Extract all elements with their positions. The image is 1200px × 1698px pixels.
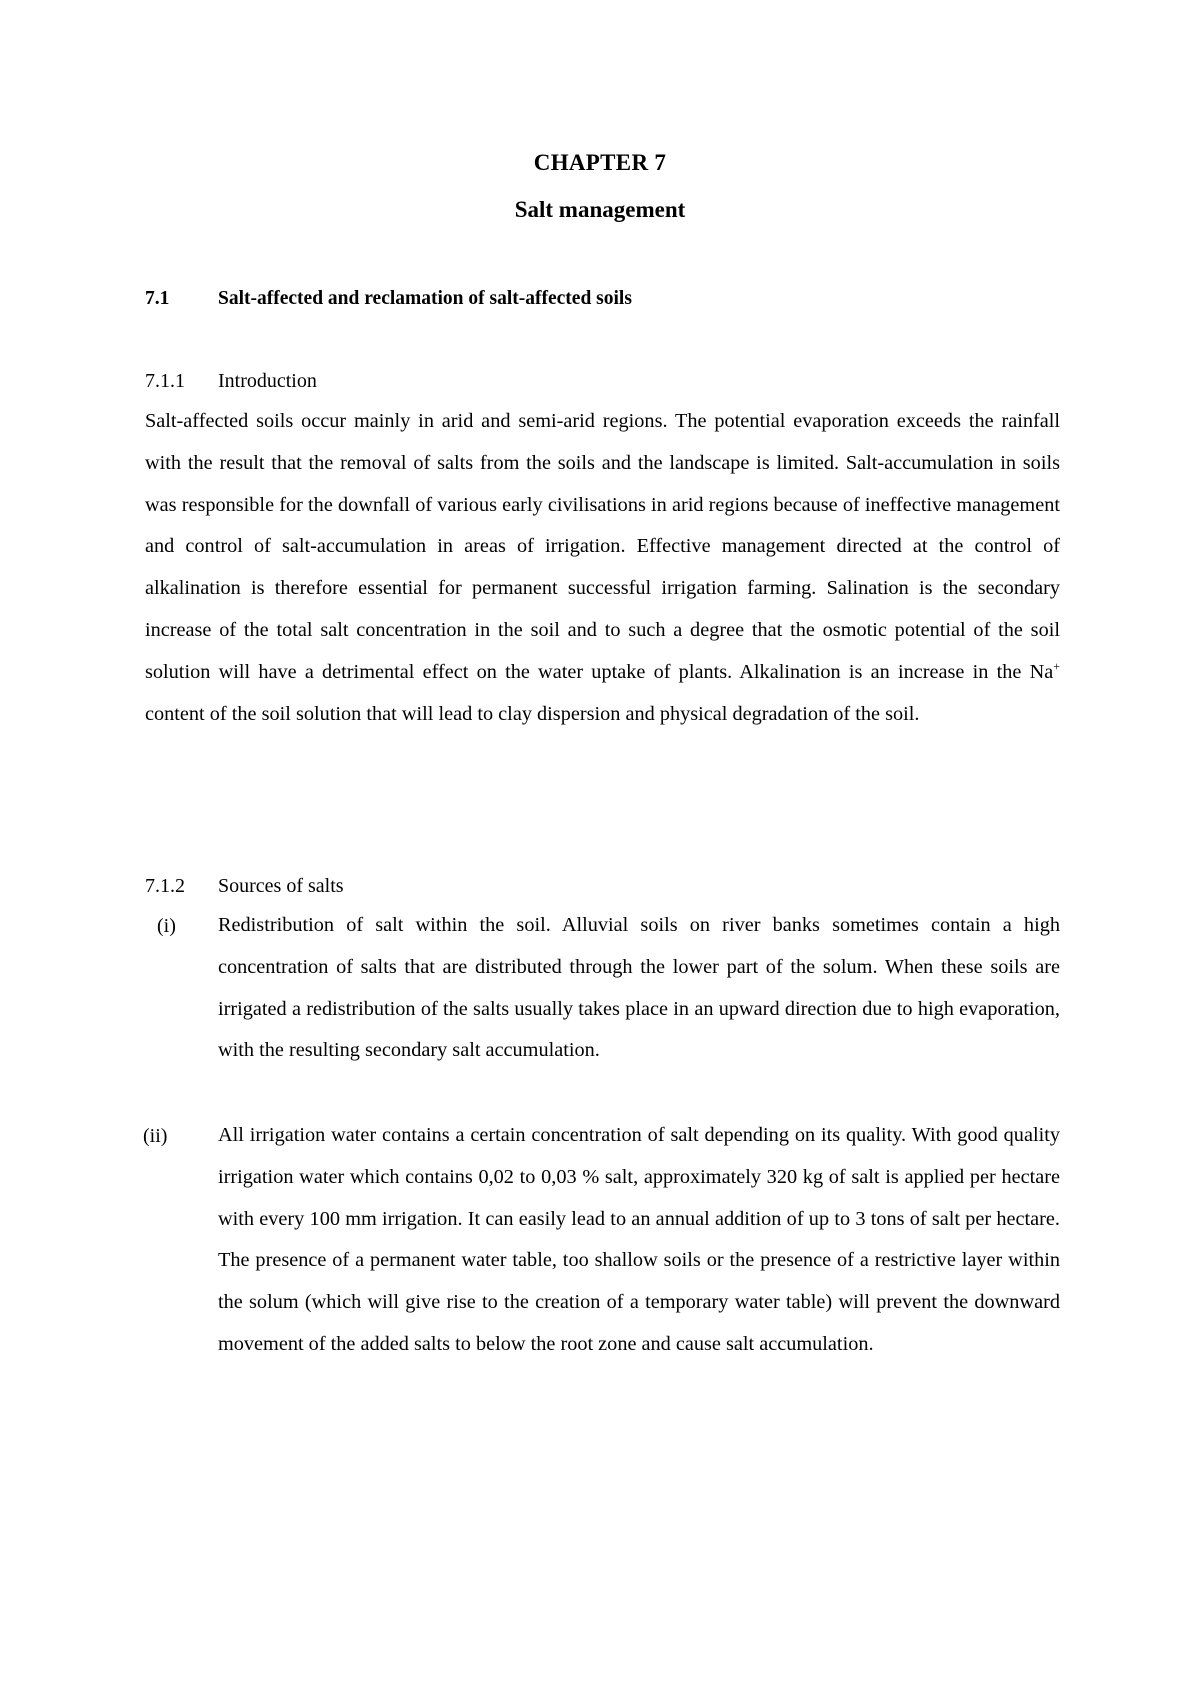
list-item-text: Redistribution of salt within the soil. Alluvial soils on river banks sometimes contain a high concentration of salts that are distributed through the lower part of the solum. When these soils are irrigated a redistribution of the salts usually takes place in an upward direction due to high evaporation, with the resulting secondary salt accumulation. (218, 914, 1060, 1062)
subsection-title: Sources of salts (218, 875, 344, 897)
introduction-text-part1: Salt-affected soils occur mainly in arid and semi-arid regions. The potential evaporation exceeds the rainfall with the result that the removal of salts from the soils and the landscape is limited. Salt-accumulation in soils was responsible for the downfall of various early civilisations in arid regions because of ineffective management and control of salt-accumulation in areas of irrigation. Effective management directed at the control of alkalination is therefore essential for permanent successful irrigation farming. Salination is the secondary increase of the total salt concentration in the soil and to such a degree that the osmotic potential of the soil solution will have a detrimental effect on the water uptake of plants. Alkalination is an increase in the Na (145, 410, 1060, 683)
subsection-number: 7.1.1 (145, 370, 185, 392)
list-item-marker: (ii) (143, 1125, 168, 1147)
sodium-ion-superscript: + (1053, 658, 1060, 673)
subsection-heading-sources (145, 875, 344, 898)
introduction-paragraph (145, 401, 1060, 735)
list-item-marker: (i) (157, 915, 176, 937)
introduction-text-part2: content of the soil solution that will lead to clay dispersion and physical degradation of the soil. (145, 702, 920, 725)
section-number: 7.1 (145, 288, 170, 309)
subsection-number: 7.1.2 (145, 875, 185, 897)
list-item-text: All irrigation water contains a certain concentration of salt depending on its quality. With good quality irrigation water which contains 0,02 to 0,03 % salt, approximately 320 kg of salt is applied per hectare with every 100 mm irrigation. It can easily lead to an annual addition of up to 3 tons of salt per hectare. The presence of a permanent water table, too shallow soils or the presence of a restrictive layer within the solum (which will give rise to the creation of a temporary water table) will prevent the downward movement of the added salts to below the root zone and cause salt accumulation. (218, 1124, 1060, 1355)
subsection-title: Introduction (218, 370, 317, 392)
section-title: Salt-affected and reclamation of salt-affected soils (218, 288, 632, 309)
section-heading (145, 288, 632, 310)
chapter-number: CHAPTER 7 (533, 150, 667, 175)
subsection-heading-introduction (145, 370, 317, 393)
chapter-title: Salt management (514, 197, 686, 222)
